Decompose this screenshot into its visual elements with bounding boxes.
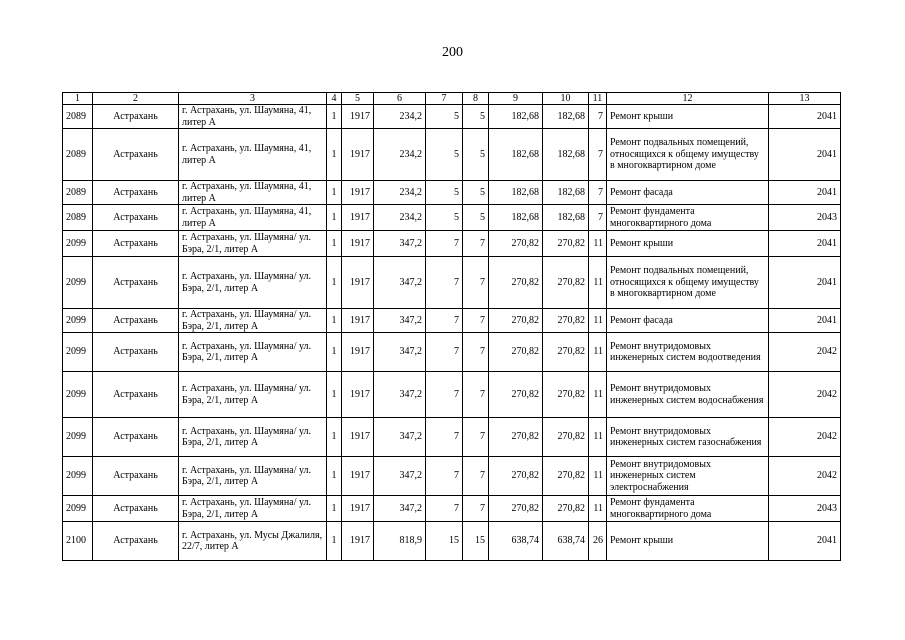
work-type-cell: Ремонт фасада [607,181,769,205]
area-cell: 347,2 [374,333,426,372]
work-type-cell: Ремонт подвальных помещений, относящихся к общему имуществу в многоквартирном доме [607,257,769,309]
year-cell: 1917 [342,309,374,333]
column-11-cell: 7 [589,205,607,231]
address-cell: г. Астрахань, ул. Шаумяна/ ул. Бэра, 2/1, литер А [179,418,327,457]
table-row [63,181,841,205]
column-8-cell: 7 [463,457,489,496]
record-id-cell: 2089 [63,105,93,129]
column-4-cell: 1 [327,129,342,181]
column-9-cell: 270,82 [489,372,543,418]
column-10-cell: 270,82 [543,333,589,372]
table-body [63,105,841,561]
address-cell: г. Астрахань, ул. Шаумяна/ ул. Бэра, 2/1, литер А [179,372,327,418]
column-header: 2 [93,93,179,105]
column-header: 3 [179,93,327,105]
address-cell: г. Астрахань, ул. Шаумяна/ ул. Бэра, 2/1, литер А [179,309,327,333]
address-cell: г. Астрахань, ул. Шаумяна/ ул. Бэра, 2/1, литер А [179,231,327,257]
column-9-cell: 182,68 [489,205,543,231]
column-11-cell: 11 [589,418,607,457]
column-4-cell: 1 [327,205,342,231]
column-7-cell: 7 [426,333,463,372]
table-row [63,105,841,129]
planned-year-cell: 2041 [769,257,841,309]
year-cell: 1917 [342,205,374,231]
column-11-cell: 11 [589,333,607,372]
column-9-cell: 182,68 [489,129,543,181]
table-row [63,372,841,418]
column-8-cell: 5 [463,105,489,129]
column-7-cell: 15 [426,522,463,561]
year-cell: 1917 [342,333,374,372]
column-11-cell: 7 [589,105,607,129]
column-7-cell: 5 [426,129,463,181]
table-row [63,257,841,309]
column-7-cell: 7 [426,257,463,309]
work-type-cell: Ремонт крыши [607,105,769,129]
column-9-cell: 270,82 [489,418,543,457]
record-id-cell: 2099 [63,372,93,418]
column-10-cell: 270,82 [543,309,589,333]
area-cell: 347,2 [374,496,426,522]
column-11-cell: 11 [589,231,607,257]
work-type-cell: Ремонт крыши [607,522,769,561]
column-8-cell: 7 [463,257,489,309]
area-cell: 347,2 [374,372,426,418]
planned-year-cell: 2041 [769,105,841,129]
column-10-cell: 270,82 [543,257,589,309]
column-7-cell: 7 [426,231,463,257]
table-row [63,231,841,257]
work-type-cell: Ремонт внутридомовых инженерных систем водоотведения [607,333,769,372]
planned-year-cell: 2041 [769,231,841,257]
table-row [63,457,841,496]
area-cell: 234,2 [374,105,426,129]
column-4-cell: 1 [327,333,342,372]
column-11-cell: 11 [589,257,607,309]
address-cell: г. Астрахань, ул. Шаумяна, 41, литер А [179,205,327,231]
column-8-cell: 7 [463,372,489,418]
address-cell: г. Астрахань, ул. Шаумяна/ ул. Бэра, 2/1, литер А [179,496,327,522]
city-cell: Астрахань [93,522,179,561]
area-cell: 347,2 [374,257,426,309]
column-10-cell: 270,82 [543,418,589,457]
column-7-cell: 5 [426,181,463,205]
planned-year-cell: 2041 [769,181,841,205]
table-row [63,522,841,561]
table-row [63,205,841,231]
work-type-cell: Ремонт фасада [607,309,769,333]
column-11-cell: 7 [589,129,607,181]
work-type-cell: Ремонт внутридомовых инженерных систем водоснабжения [607,372,769,418]
year-cell: 1917 [342,105,374,129]
address-cell: г. Астрахань, ул. Мусы Джалиля, 22/7, литер А [179,522,327,561]
column-8-cell: 15 [463,522,489,561]
column-header: 9 [489,93,543,105]
city-cell: Астрахань [93,231,179,257]
column-8-cell: 5 [463,205,489,231]
column-4-cell: 1 [327,105,342,129]
work-type-cell: Ремонт внутридомовых инженерных систем газоснабжения [607,418,769,457]
column-9-cell: 182,68 [489,105,543,129]
column-4-cell: 1 [327,181,342,205]
column-4-cell: 1 [327,372,342,418]
address-cell: г. Астрахань, ул. Шаумяна, 41, литер А [179,105,327,129]
area-cell: 347,2 [374,418,426,457]
column-header: 13 [769,93,841,105]
column-10-cell: 182,68 [543,205,589,231]
city-cell: Астрахань [93,418,179,457]
year-cell: 1917 [342,418,374,457]
city-cell: Астрахань [93,257,179,309]
table-row [63,496,841,522]
area-cell: 234,2 [374,181,426,205]
table-row [63,129,841,181]
record-id-cell: 2099 [63,309,93,333]
column-9-cell: 270,82 [489,231,543,257]
planned-year-cell: 2042 [769,457,841,496]
year-cell: 1917 [342,181,374,205]
city-cell: Астрахань [93,105,179,129]
year-cell: 1917 [342,231,374,257]
year-cell: 1917 [342,457,374,496]
planned-year-cell: 2042 [769,372,841,418]
column-4-cell: 1 [327,309,342,333]
column-9-cell: 270,82 [489,496,543,522]
column-7-cell: 7 [426,457,463,496]
column-4-cell: 1 [327,522,342,561]
address-cell: г. Астрахань, ул. Шаумяна, 41, литер А [179,181,327,205]
column-11-cell: 26 [589,522,607,561]
column-10-cell: 638,74 [543,522,589,561]
city-cell: Астрахань [93,496,179,522]
year-cell: 1917 [342,496,374,522]
planned-year-cell: 2043 [769,496,841,522]
area-cell: 234,2 [374,205,426,231]
record-id-cell: 2099 [63,333,93,372]
column-4-cell: 1 [327,257,342,309]
planned-year-cell: 2041 [769,129,841,181]
column-10-cell: 270,82 [543,496,589,522]
city-cell: Астрахань [93,129,179,181]
column-10-cell: 182,68 [543,105,589,129]
record-id-cell: 2099 [63,457,93,496]
column-7-cell: 7 [426,496,463,522]
city-cell: Астрахань [93,372,179,418]
city-cell: Астрахань [93,333,179,372]
column-8-cell: 7 [463,418,489,457]
table-row [63,309,841,333]
column-4-cell: 1 [327,457,342,496]
area-cell: 347,2 [374,309,426,333]
column-7-cell: 7 [426,418,463,457]
area-cell: 818,9 [374,522,426,561]
column-header: 7 [426,93,463,105]
planned-year-cell: 2041 [769,309,841,333]
record-id-cell: 2089 [63,129,93,181]
record-id-cell: 2099 [63,418,93,457]
column-header: 4 [327,93,342,105]
column-4-cell: 1 [327,231,342,257]
column-header: 5 [342,93,374,105]
column-4-cell: 1 [327,496,342,522]
column-10-cell: 270,82 [543,372,589,418]
area-cell: 347,2 [374,457,426,496]
column-8-cell: 5 [463,129,489,181]
column-header: 1 [63,93,93,105]
column-9-cell: 270,82 [489,333,543,372]
record-id-cell: 2099 [63,231,93,257]
column-11-cell: 11 [589,457,607,496]
planned-year-cell: 2042 [769,418,841,457]
page-number: 200 [442,45,463,60]
work-type-cell: Ремонт подвальных помещений, относящихся к общему имуществу в многоквартирном доме [607,129,769,181]
column-8-cell: 7 [463,231,489,257]
column-10-cell: 182,68 [543,129,589,181]
column-8-cell: 7 [463,496,489,522]
city-cell: Астрахань [93,457,179,496]
record-id-cell: 2089 [63,181,93,205]
column-8-cell: 5 [463,181,489,205]
column-header: 10 [543,93,589,105]
work-type-cell: Ремонт фундамента многоквартирного дома [607,496,769,522]
column-4-cell: 1 [327,418,342,457]
column-7-cell: 7 [426,372,463,418]
column-header: 8 [463,93,489,105]
column-7-cell: 5 [426,105,463,129]
table-row [63,333,841,372]
record-id-cell: 2100 [63,522,93,561]
address-cell: г. Астрахань, ул. Шаумяна/ ул. Бэра, 2/1, литер А [179,333,327,372]
planned-year-cell: 2043 [769,205,841,231]
column-header: 12 [607,93,769,105]
column-11-cell: 11 [589,496,607,522]
column-8-cell: 7 [463,309,489,333]
column-7-cell: 7 [426,309,463,333]
address-cell: г. Астрахань, ул. Шаумяна, 41, литер А [179,129,327,181]
record-id-cell: 2089 [63,205,93,231]
work-type-cell: Ремонт крыши [607,231,769,257]
planned-year-cell: 2042 [769,333,841,372]
address-cell: г. Астрахань, ул. Шаумяна/ ул. Бэра, 2/1, литер А [179,457,327,496]
area-cell: 234,2 [374,129,426,181]
work-type-cell: Ремонт внутридомовых инженерных систем электроснабжения [607,457,769,496]
record-id-cell: 2099 [63,257,93,309]
capital-repair-table [62,92,841,561]
year-cell: 1917 [342,522,374,561]
column-header: 6 [374,93,426,105]
column-9-cell: 182,68 [489,181,543,205]
year-cell: 1917 [342,129,374,181]
column-9-cell: 638,74 [489,522,543,561]
column-10-cell: 270,82 [543,457,589,496]
column-8-cell: 7 [463,333,489,372]
work-type-cell: Ремонт фундамента многоквартирного дома [607,205,769,231]
record-id-cell: 2099 [63,496,93,522]
column-11-cell: 11 [589,372,607,418]
address-cell: г. Астрахань, ул. Шаумяна/ ул. Бэра, 2/1, литер А [179,257,327,309]
column-11-cell: 11 [589,309,607,333]
area-cell: 347,2 [374,231,426,257]
column-9-cell: 270,82 [489,457,543,496]
column-7-cell: 5 [426,205,463,231]
column-9-cell: 270,82 [489,309,543,333]
column-9-cell: 270,82 [489,257,543,309]
table-row [63,418,841,457]
year-cell: 1917 [342,372,374,418]
city-cell: Астрахань [93,309,179,333]
planned-year-cell: 2041 [769,522,841,561]
city-cell: Астрахань [93,205,179,231]
year-cell: 1917 [342,257,374,309]
column-11-cell: 7 [589,181,607,205]
column-10-cell: 182,68 [543,181,589,205]
column-10-cell: 270,82 [543,231,589,257]
header-row [63,93,841,105]
city-cell: Астрахань [93,181,179,205]
column-header: 11 [589,93,607,105]
